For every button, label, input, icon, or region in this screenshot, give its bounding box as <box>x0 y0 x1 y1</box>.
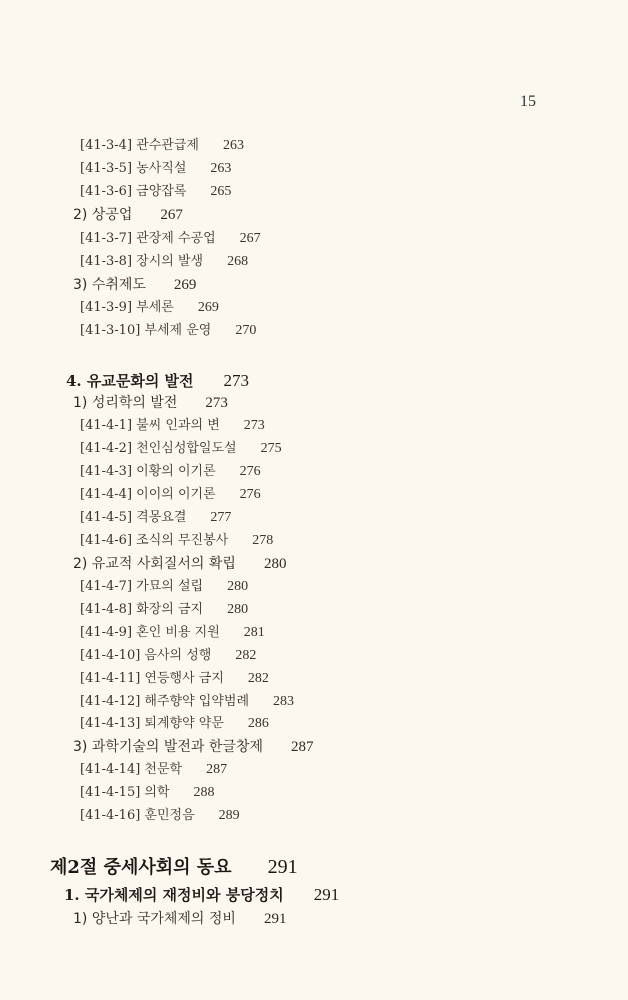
toc-entry <box>80 534 273 548</box>
toc-entry-page: 287 <box>291 739 314 755</box>
toc-entry <box>80 255 248 269</box>
toc-entry-label: [41-3-6] 금양잡록 <box>80 184 187 199</box>
toc-entry-page: 265 <box>210 184 232 199</box>
toc-entry <box>66 372 249 389</box>
toc-entry <box>80 649 256 663</box>
toc-entry-label: [41-4-12] 해주향약 입약범례 <box>80 694 250 709</box>
toc-entry-page: 282 <box>247 671 269 686</box>
toc-entry-label: [41-4-5] 격몽요결 <box>80 510 187 525</box>
toc-entry-label: 3) 수취제도 <box>73 277 146 293</box>
toc-entry <box>80 511 231 525</box>
toc-entry <box>80 717 269 731</box>
toc-entry-page: 267 <box>160 207 183 223</box>
toc-entry-page: 287 <box>206 762 228 777</box>
page-number: 15 <box>520 93 536 110</box>
toc-entry-page: 263 <box>222 138 244 153</box>
toc-entry <box>80 139 244 153</box>
toc-entry-label: [41-4-16] 훈민정음 <box>80 808 195 823</box>
toc-entry <box>80 809 240 823</box>
toc-entry <box>64 886 339 903</box>
toc-entry <box>80 232 261 246</box>
toc-entry-label: 4. 유교문화의 발전 <box>66 372 194 390</box>
toc-entry-page: 268 <box>227 254 249 269</box>
toc-entry-label: [41-3-7] 관장제 수공업 <box>80 231 216 246</box>
toc-entry-page: 282 <box>235 648 257 663</box>
toc-entry-label: [41-4-6] 조식의 무진봉사 <box>80 533 229 548</box>
toc-entry-page: 286 <box>247 716 269 731</box>
toc-entry-page: 280 <box>227 602 249 617</box>
toc-entry <box>80 603 248 617</box>
toc-entry-label: [41-4-3] 이황의 이기론 <box>80 464 216 479</box>
toc-entry-label: 3) 과학기술의 발전과 한글창제 <box>73 739 264 755</box>
toc-entry-label: 2) 유교적 사회질서의 확립 <box>73 556 236 572</box>
toc-entry <box>80 488 261 502</box>
toc-section-heading <box>50 857 298 877</box>
toc-entry-page: 273 <box>205 395 228 411</box>
toc-entry-label: [41-4-9] 혼인 비용 지원 <box>80 625 220 640</box>
toc-entry <box>80 301 219 315</box>
toc-entry <box>73 557 286 572</box>
toc-entry-label: 제2절 중세사회의 동요 <box>50 857 232 878</box>
toc-entry-label: [41-4-7] 가묘의 설립 <box>80 579 204 594</box>
toc-entry-page: 276 <box>239 464 261 479</box>
toc-entry-page: 280 <box>227 579 249 594</box>
toc-entry-page: 269 <box>197 300 219 315</box>
toc-entry <box>80 786 215 800</box>
toc-entry-label: [41-4-14] 천문학 <box>80 762 183 777</box>
toc-entry-page: 278 <box>252 533 274 548</box>
toc-entry-page: 270 <box>235 323 257 338</box>
toc-entry-label: [41-3-9] 부세론 <box>80 300 174 315</box>
toc-entry-label: [41-4-1] 불씨 인과의 변 <box>80 418 220 433</box>
toc-entry-page: 275 <box>260 441 282 456</box>
toc-entry-label: [41-4-11] 연등행사 금지 <box>80 671 224 686</box>
toc-entry <box>80 695 294 709</box>
toc-entry-page: 280 <box>263 556 287 572</box>
toc-entry <box>73 278 196 293</box>
toc-entry <box>80 672 269 686</box>
toc-entry-label: 1. 국가체제의 재정비와 붕당정치 <box>64 886 284 904</box>
toc-entry-page: 291 <box>313 885 340 904</box>
toc-entry <box>73 912 286 927</box>
toc-entry-page: 289 <box>218 808 240 823</box>
toc-entry <box>80 465 261 479</box>
toc-entry-label: 1) 양난과 국가체제의 정비 <box>73 911 236 927</box>
toc-entry-label: 1) 성리학의 발전 <box>73 395 178 411</box>
toc-entry <box>80 162 231 176</box>
toc-entry-label: [41-3-10] 부세제 운영 <box>80 323 212 338</box>
toc-entry <box>80 419 265 433</box>
toc-entry-page: 263 <box>210 161 232 176</box>
toc-entry-label: [41-3-4] 관수관급제 <box>80 138 199 153</box>
toc-entry <box>73 208 183 223</box>
toc-entry-page: 291 <box>263 911 287 927</box>
toc-entry-page: 277 <box>210 510 232 525</box>
toc-entry-label: [41-4-15] 의학 <box>80 785 170 800</box>
toc-entry-page: 269 <box>173 277 197 293</box>
toc-entry-label: 2) 상공업 <box>73 207 133 223</box>
toc-entry-page: 288 <box>193 785 215 800</box>
toc-entry-label: [41-3-5] 농사직설 <box>80 161 187 176</box>
toc-entry-label: [41-4-2] 천인심성합일도설 <box>80 441 237 456</box>
toc-entry-page: 267 <box>239 231 261 246</box>
toc-entry-page: 281 <box>243 625 265 640</box>
toc-entry-label: [41-4-8] 화장의 금지 <box>80 602 204 617</box>
toc-entry-label: [41-3-8] 장시의 발생 <box>80 254 204 269</box>
toc-entry-page: 273 <box>223 371 250 390</box>
toc-entry-page: 291 <box>267 856 298 878</box>
toc-entry <box>80 324 256 338</box>
toc-entry-label: [41-4-4] 이이의 이기론 <box>80 487 216 502</box>
toc-entry-label: [41-4-13] 퇴계향약 약문 <box>80 716 224 731</box>
toc-entry <box>80 185 231 199</box>
toc-entry-page: 276 <box>239 487 261 502</box>
toc-entry <box>80 580 248 594</box>
toc-entry-page: 273 <box>243 418 265 433</box>
toc-entry-label: [41-4-10] 음사의 성행 <box>80 648 212 663</box>
toc-entry <box>80 626 265 640</box>
toc-entry <box>80 442 282 456</box>
toc-entry <box>73 740 314 755</box>
toc-entry-page: 283 <box>273 694 295 709</box>
toc-entry <box>73 396 228 411</box>
toc-entry <box>80 763 227 777</box>
